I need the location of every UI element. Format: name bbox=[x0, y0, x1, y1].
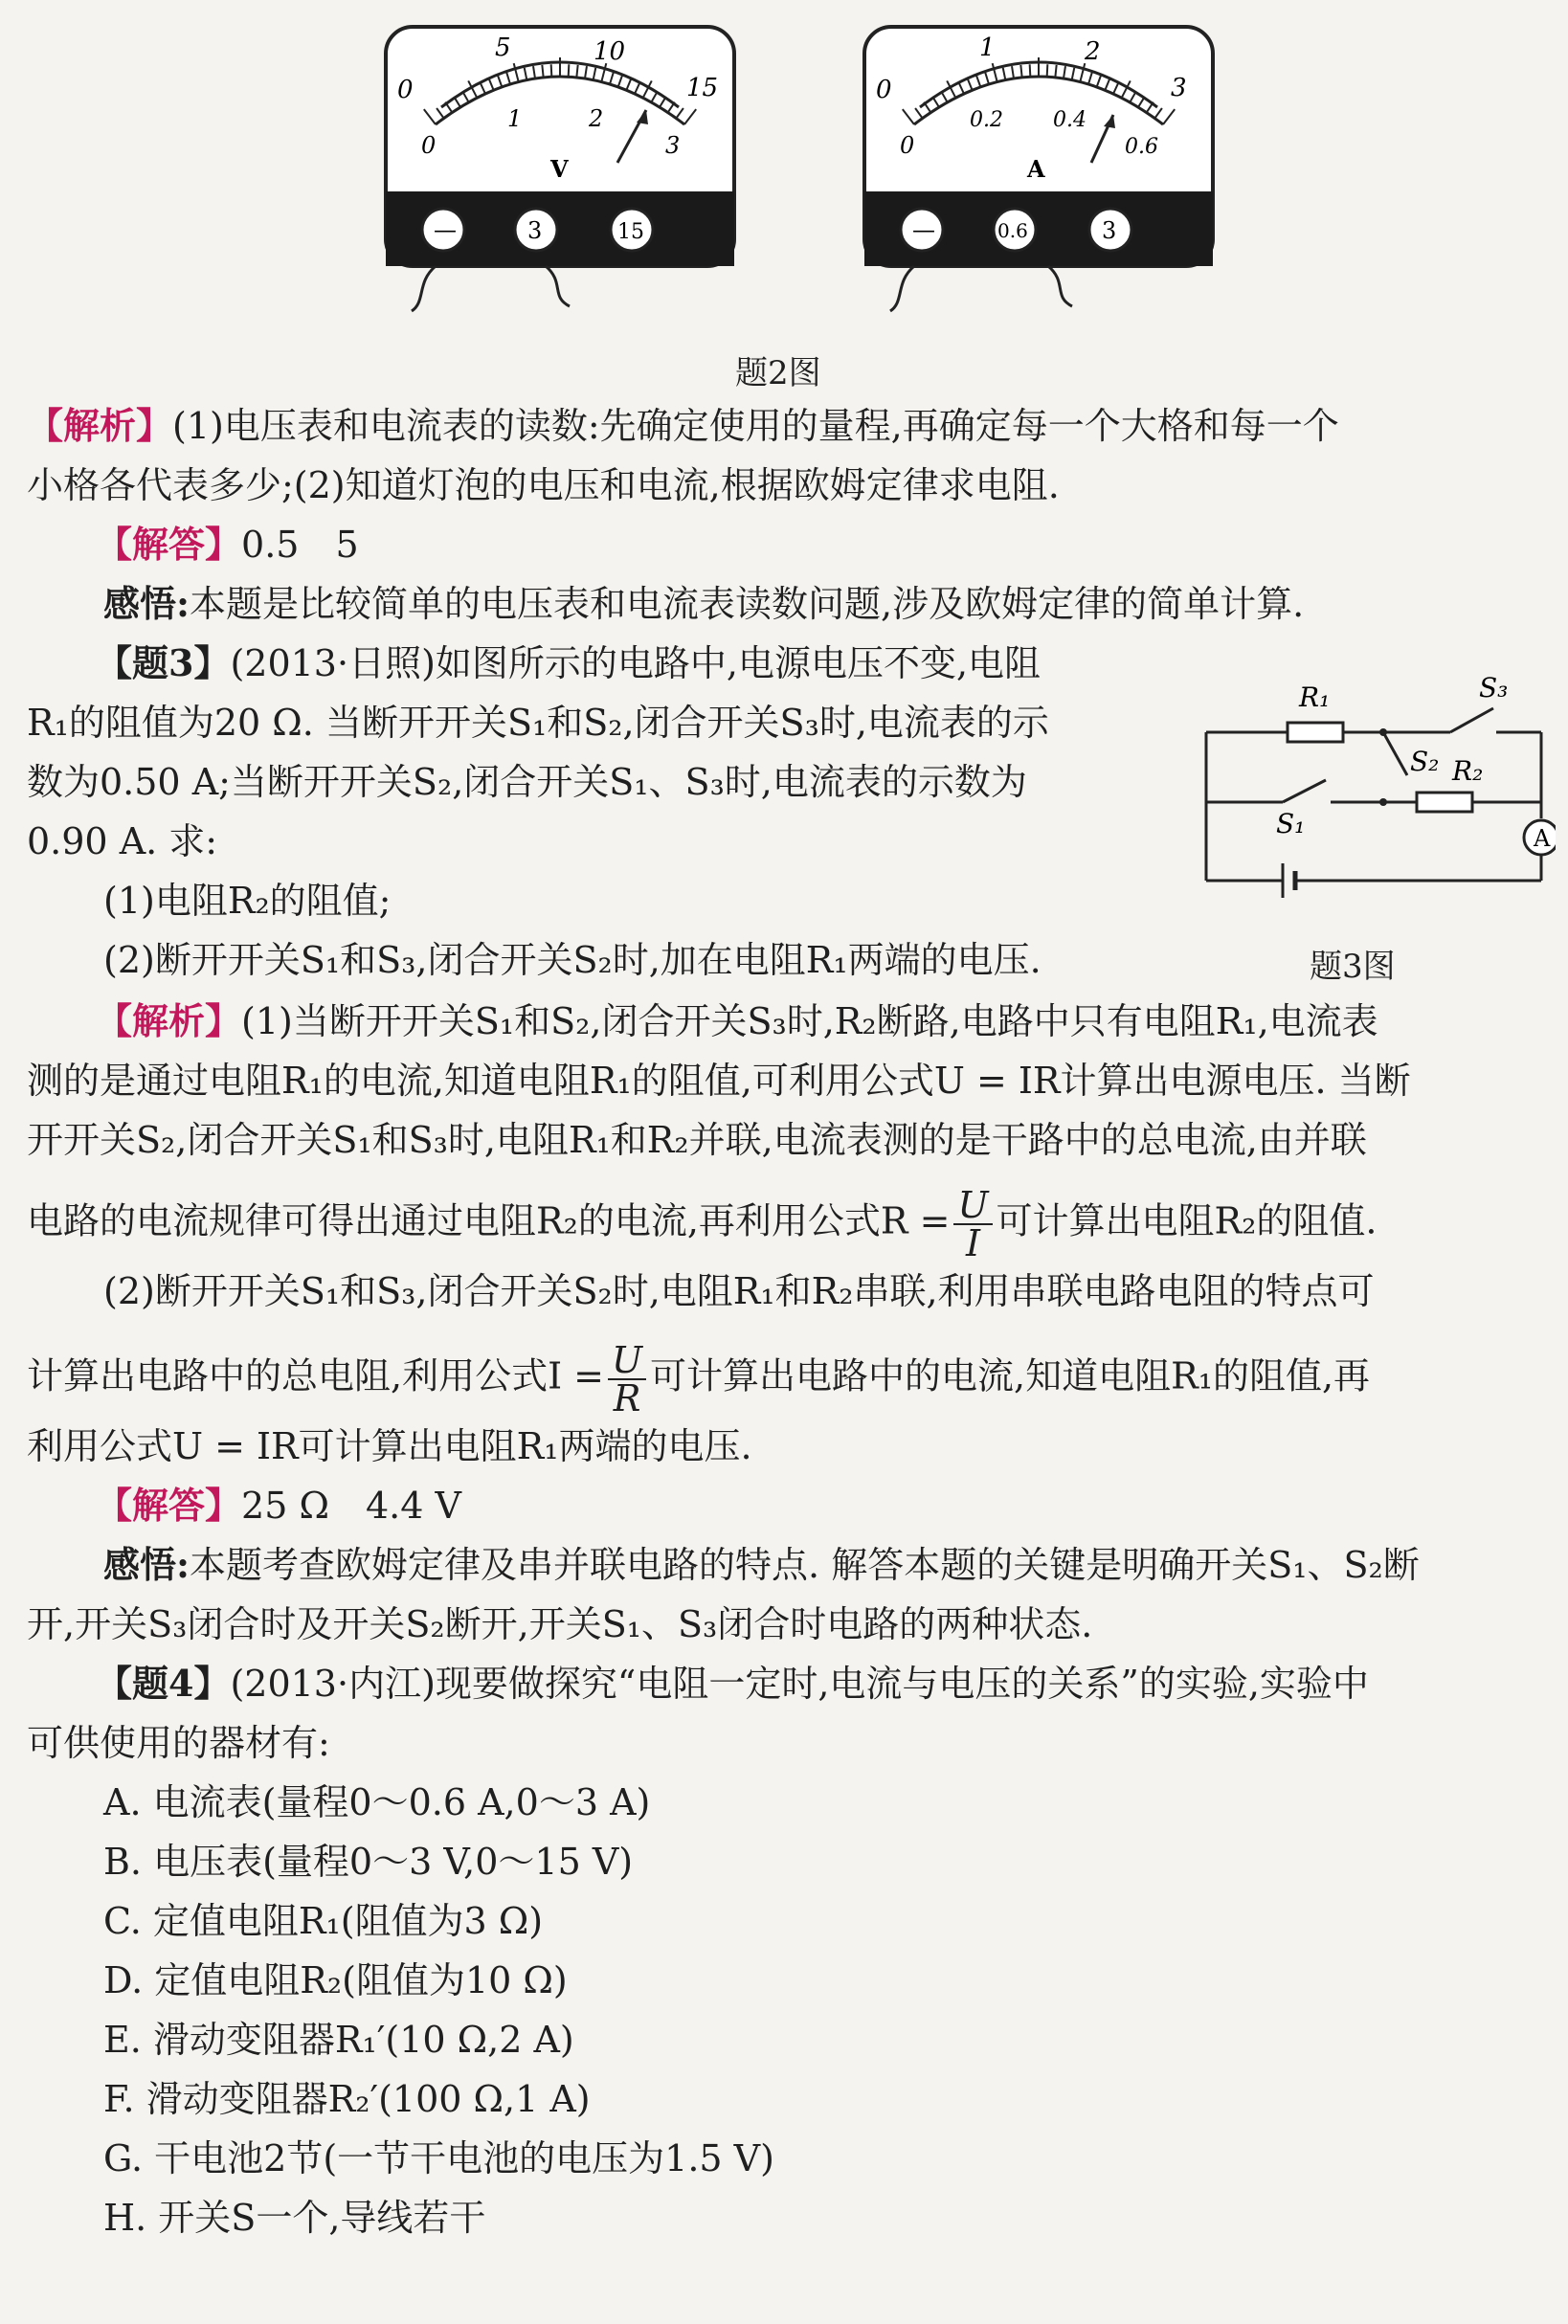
q3-sub2: (2)断开开关S₁和S₃,闭合开关S₂时,加在电阻R₁两端的电压. bbox=[103, 939, 1042, 981]
q4-item-c: C. 定值电阻R₁(阻值为3 Ω) bbox=[103, 1900, 544, 1942]
voltmeter-terminal-negative: — bbox=[434, 216, 457, 243]
q4-item-b: B. 电压表(量程0～3 V,0～15 V) bbox=[103, 1841, 634, 1883]
q3-analysis-line1: 【解析】(1)当断开开关S₁和S₂,闭合开关S₃时,R₂断路,电路中只有电阻R₁,电流表 bbox=[96, 999, 1378, 1042]
q2-insight-tag: 感悟: bbox=[103, 582, 190, 625]
q3-analysis-tag: 【解析】 bbox=[96, 999, 242, 1042]
q4-line2: 可供使用的器材有: bbox=[27, 1722, 330, 1764]
voltmeter-lower-tick-3: 3 bbox=[665, 132, 681, 159]
fraction-u-over-r: $\frac{U}{R}$ bbox=[608, 1342, 646, 1417]
q3-insight-line2: 开,开关S₃闭合时及开关S₂断开,开关S₁、S₃闭合时电路的两种状态. bbox=[27, 1603, 1093, 1645]
figure3-caption: 题3图 bbox=[1310, 948, 1396, 986]
switch-s2 bbox=[1383, 732, 1407, 775]
q3-title-tag: 【题3】 bbox=[96, 641, 231, 684]
voltmeter-upper-tick-5: 5 bbox=[495, 34, 511, 62]
label-s3: S₃ bbox=[1479, 672, 1509, 704]
switch-s1 bbox=[1283, 780, 1326, 802]
resistor-r2 bbox=[1417, 793, 1472, 812]
q4-item-f: F. 滑动变阻器R₂′(100 Ω,1 A) bbox=[103, 2078, 591, 2120]
voltmeter-unit-label: V bbox=[550, 155, 569, 183]
ammeter-terminal-3: 3 bbox=[1102, 217, 1117, 244]
q3-line2: R₁的阻值为20 Ω. 当断开开关S₁和S₂,闭合开关S₃时,电流表的示 bbox=[27, 702, 1049, 744]
q2-answer: 【解答】0.5 5 bbox=[96, 523, 359, 566]
q3-insight-tag: 感悟: bbox=[103, 1543, 190, 1586]
circuit-figure bbox=[1192, 651, 1556, 928]
q3-sub1: (1)电阻R₂的阻值; bbox=[103, 880, 392, 922]
voltmeter-upper-tick-10: 10 bbox=[594, 37, 626, 66]
q3-analysis-b2: 计算出电路中的总电阻,利用公式I = $\frac{U}{R}$ 可计算出电路中的电流,知道电阻R₁的阻值,再 bbox=[27, 1339, 1371, 1419]
label-r2: R₂ bbox=[1452, 755, 1484, 787]
q2-analysis-line2: 小格各代表多少;(2)知道灯泡的电压和电流,根据欧姆定律求电阻. bbox=[27, 464, 1060, 506]
q4-line1: 【题4】(2013·内江)现要做探究“电阻一定时,电流与电压的关系”的实验,实验中 bbox=[96, 1662, 1369, 1705]
q2-analysis-line1: 【解析】(1)电压表和电流表的读数:先确定使用的量程,再确定每一个大格和每一个 bbox=[27, 404, 1339, 447]
q4-item-e: E. 滑动变阻器R₁′(10 Ω,2 A) bbox=[103, 2019, 574, 2061]
voltmeter-lower-tick-2: 2 bbox=[589, 105, 604, 132]
q3-analysis-line3: 开开关S₂,闭合开关S₁和S₃时,电阻R₁和R₂并联,电流表测的是干路中的总电流,由并联 bbox=[27, 1119, 1367, 1161]
q3-analysis-line4: 电路的电流规律可得出通过电阻R₂的电流,再利用公式R = $\frac{U}{I}$ 可计算出电阻R₂的阻值. bbox=[27, 1184, 1378, 1264]
q3-analysis-line2: 测的是通过电阻R₁的电流,知道电阻R₁的阻值,可利用公式U = IR计算出电源电压. 当断 bbox=[27, 1060, 1411, 1102]
voltmeter-figure bbox=[378, 19, 742, 316]
resistor-r1 bbox=[1288, 723, 1343, 742]
q3-line1: 【题3】(2013·日照)如图所示的电路中,电源电压不变,电阻 bbox=[96, 641, 1042, 684]
label-s2: S₂ bbox=[1410, 746, 1440, 777]
voltmeter-upper-tick-0: 0 bbox=[397, 76, 414, 104]
q3-analysis-b3: 利用公式U = IR可计算出电阻R₁两端的电压. bbox=[27, 1425, 752, 1467]
label-s1: S₁ bbox=[1276, 808, 1306, 839]
q3-answer-tag: 【解答】 bbox=[96, 1484, 242, 1527]
q3-insight-line1: 感悟:本题考查欧姆定律及串并联电路的特点. 解答本题的关键是明确开关S₁、S₂断 bbox=[103, 1543, 1420, 1586]
label-r1: R₁ bbox=[1299, 682, 1331, 713]
voltmeter-terminal-15: 15 bbox=[617, 220, 644, 244]
fraction-u-over-i: $\frac{U}{I}$ bbox=[953, 1187, 992, 1262]
ammeter-terminal-negative: — bbox=[912, 216, 935, 243]
voltmeter-lower-tick-1: 1 bbox=[507, 105, 523, 132]
voltmeter-upper-tick-15: 15 bbox=[686, 74, 719, 102]
ammeter-unit-label: A bbox=[1027, 155, 1045, 183]
figure2-caption: 题2图 bbox=[735, 354, 821, 392]
ammeter-lower-tick-02: 0.2 bbox=[970, 108, 1003, 132]
voltmeter-terminal-3: 3 bbox=[527, 217, 543, 244]
ammeter-upper-tick-0: 0 bbox=[876, 76, 892, 104]
ammeter-upper-tick-3: 3 bbox=[1171, 74, 1187, 102]
ammeter-figure bbox=[857, 19, 1221, 316]
q4-item-h: H. 开关S一个,导线若干 bbox=[103, 2197, 486, 2239]
q3-line3: 数为0.50 A;当断开开关S₂,闭合开关S₁、S₃时,电流表的示数为 bbox=[27, 761, 1027, 803]
q4-title-tag: 【题4】 bbox=[96, 1662, 231, 1705]
q3-analysis-b1: (2)断开开关S₁和S₃,闭合开关S₂时,电阻R₁和R₂串联,利用串联电路电阻的特点可 bbox=[103, 1270, 1375, 1312]
ammeter-lower-tick-04: 0.4 bbox=[1053, 108, 1086, 132]
q3-answer: 【解答】25 Ω 4.4 V bbox=[96, 1484, 461, 1527]
q4-item-a: A. 电流表(量程0～0.6 A,0～3 A) bbox=[103, 1781, 651, 1823]
ammeter-upper-tick-2: 2 bbox=[1085, 37, 1101, 66]
ammeter-lower-tick-06: 0.6 bbox=[1125, 135, 1158, 159]
switch-s3 bbox=[1450, 708, 1493, 732]
q2-analysis-tag: 【解析】 bbox=[27, 404, 173, 447]
q4-item-d: D. 定值电阻R₂(阻值为10 Ω) bbox=[103, 1959, 568, 2001]
label-ammeter: A bbox=[1534, 825, 1551, 852]
ammeter-upper-tick-1: 1 bbox=[979, 34, 996, 62]
ammeter-lower-tick-0: 0 bbox=[900, 132, 915, 159]
q3-line4: 0.90 A. 求: bbox=[27, 820, 218, 862]
q2-insight: 感悟:本题是比较简单的电压表和电流表读数问题,涉及欧姆定律的简单计算. bbox=[103, 582, 1305, 625]
ammeter-terminal-06: 0.6 bbox=[997, 219, 1028, 242]
q2-answer-tag: 【解答】 bbox=[96, 523, 242, 566]
q4-item-g: G. 干电池2节(一节干电池的电压为1.5 V) bbox=[103, 2137, 774, 2179]
voltmeter-lower-tick-0: 0 bbox=[421, 132, 437, 159]
